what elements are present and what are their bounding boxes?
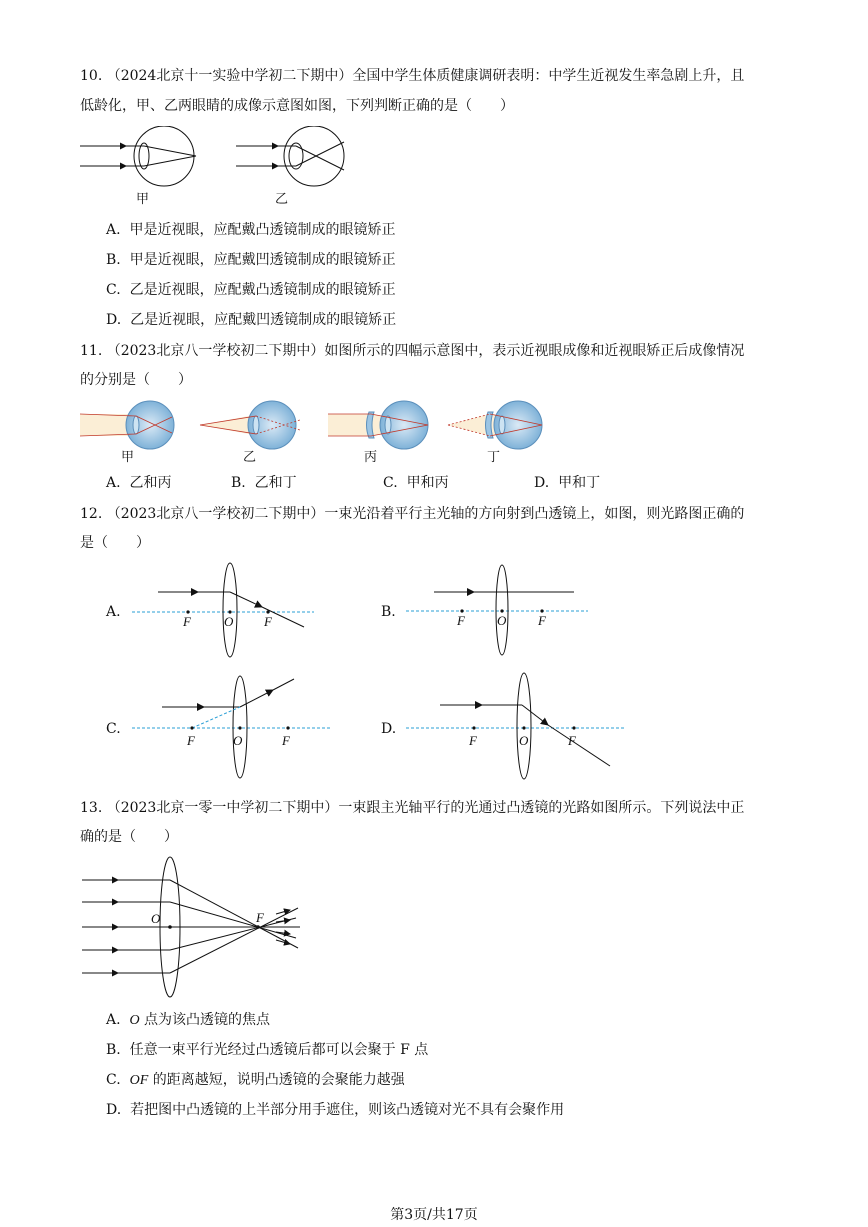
q10-stem-line1: 10. （2024北京十一实验中学初二下期中）全国中学生体质健康调研表明：中学生近视发生率急剧上升，且 <box>80 68 745 84</box>
q11-label-jia: 甲 <box>121 450 135 465</box>
q11-option-c: C. 甲和丙 <box>383 475 449 491</box>
q13-option-d: D. 若把图中凸透镜的上半部分用手遮住，则该凸透镜对光不具有会聚作用 <box>106 1102 565 1118</box>
q11-eye-ding <box>448 401 542 449</box>
q11-label-bing: 丙 <box>364 450 378 465</box>
q12d-center: O <box>519 733 529 748</box>
q11-option-d: D. 甲和丁 <box>534 475 601 491</box>
q13-option-c: C. OF 的距离越短，说明凸透镜的会聚能力越强 <box>106 1072 405 1088</box>
q10-option-c: C. 乙是近视眼，应配戴凸透镜制成的眼镜矫正 <box>106 282 396 298</box>
q12a-focus-right: F <box>264 614 272 629</box>
q13-stem-line2: 确的是（ ） <box>80 829 178 845</box>
q10-option-a: A. 甲是近视眼，应配戴凸透镜制成的眼镜矫正 <box>106 222 396 238</box>
q10-eye-yi <box>236 126 344 186</box>
q11-eye-bing <box>328 401 428 449</box>
q12c-center: O <box>233 733 243 748</box>
q12d-focus-right: F <box>568 733 576 748</box>
q12-diagram-d <box>402 668 642 784</box>
q11-eye-yi <box>200 401 300 449</box>
q13-option-a: A. O 点为该凸透镜的焦点 <box>106 1012 271 1028</box>
q11-option-b: B. 乙和丁 <box>231 475 297 491</box>
q12-diagram-c <box>128 670 338 782</box>
q12-diagram-a-letter: A. <box>106 604 121 620</box>
q12c-focus-right: F <box>282 733 290 748</box>
q12-diagram-b <box>402 560 602 662</box>
q13-option-b: B. 任意一束平行光经过凸透镜后都可以会聚于 F 点 <box>106 1042 429 1058</box>
q12-diagram-d-letter: D. <box>381 721 397 737</box>
q12b-center: O <box>497 613 507 628</box>
q10-eye-diagrams <box>78 126 378 198</box>
q12a-center: O <box>224 614 234 629</box>
q13-lens-diagram <box>78 852 308 1002</box>
q10-option-d: D. 乙是近视眼，应配戴凹透镜制成的眼镜矫正 <box>106 312 397 328</box>
q12a-focus-left: F <box>183 614 191 629</box>
q12b-focus-left: F <box>457 613 465 628</box>
q12-diagram-a <box>128 560 328 662</box>
q11-option-a: A. 乙和丙 <box>106 475 172 491</box>
q11-label-ding: 丁 <box>487 450 501 465</box>
q12c-focus-left: F <box>187 733 195 748</box>
q13-center-label: O <box>151 911 161 926</box>
q10-label-jia: 甲 <box>136 192 150 207</box>
q11-label-yi: 乙 <box>243 450 257 465</box>
q11-eye-diagrams <box>78 400 548 452</box>
q12b-focus-right: F <box>538 613 546 628</box>
q12-stem-line1: 12. （2023北京八一学校初二下期中）一束光沿着平行主光轴的方向射到凸透镜上，如图，则光路图正确的 <box>80 506 745 522</box>
q13-focus-label: F <box>256 910 264 925</box>
q10-eye-jia <box>80 126 196 186</box>
q10-option-b: B. 甲是近视眼，应配戴凹透镜制成的眼镜矫正 <box>106 252 396 268</box>
q13-stem-line1: 13. （2023北京一零一中学初二下期中）一束跟主光轴平行的光通过凸透镜的光路如图所示。下列说法中正 <box>80 800 745 816</box>
page-footer: 第3页/共17页 <box>390 1207 478 1223</box>
q10-stem-line2: 低龄化，甲、乙两眼睛的成像示意图如图，下列判断正确的是（ ） <box>80 98 514 114</box>
q11-eye-jia <box>80 401 174 449</box>
q12-stem-line2: 是（ ） <box>80 535 150 551</box>
q12-diagram-c-letter: C. <box>106 721 121 737</box>
q12d-focus-left: F <box>469 733 477 748</box>
q11-stem-line1: 11. （2023北京八一学校初二下期中）如图所示的四幅示意图中，表示近视眼成像和近视眼矫正后成像情况 <box>80 343 745 359</box>
q12-diagram-b-letter: B. <box>381 604 396 620</box>
q11-stem-line2: 的分别是（ ） <box>80 372 192 388</box>
q10-label-yi: 乙 <box>275 192 289 207</box>
